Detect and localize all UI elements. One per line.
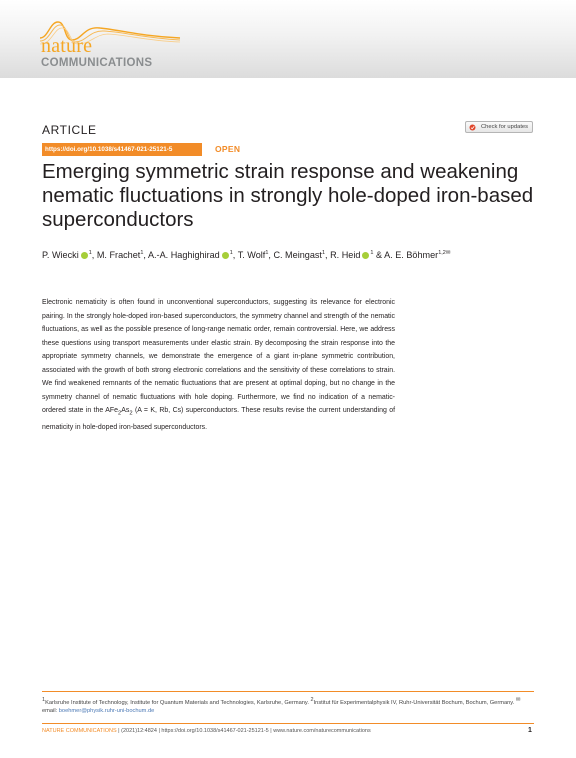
open-access-label: OPEN [215,144,241,154]
footer-citation-text: | (2021)12:4824 | https://doi.org/10.1038/s41467-021-25121-5 | www.nature.com/naturecommunications [116,728,371,734]
abstract-subscript: 2 [118,410,122,417]
email-link[interactable]: boehmer@physik.ruhr-uni-bochum.de [58,708,155,715]
author-separator: , [143,250,148,261]
footer-divider [42,723,534,724]
author-name[interactable]: T. Wolf [237,250,266,261]
affiliation-1: Karlsruhe Institute of Technology, Institute for Quantum Materials and Technologies, Karlsruhe, Germany. [45,699,311,706]
affiliation-marker: 1 [42,697,46,703]
article-type-label: ARTICLE [42,123,97,137]
affiliations [42,696,534,716]
page-number: 1 [528,727,532,734]
author-separator: , [268,250,274,261]
orcid-icon[interactable] [362,252,369,259]
orcid-icon[interactable] [81,252,88,259]
journal-logo-communications: COMMUNICATIONS [41,57,153,69]
author-affiliation-marker: 1 [265,250,269,256]
author-affiliation-marker: 1 [88,250,92,256]
footnote-divider [42,691,534,692]
email-label: email: [42,708,59,715]
abstract-text: As [121,407,130,415]
orcid-icon[interactable] [222,252,229,259]
article-title: Emerging symmetric strain response and weakening nematic fluctuations in strongly hole-doped iron-based superconductors [42,160,534,231]
author-name[interactable]: R. Heid [330,250,361,261]
author-affiliation-marker: 1 [370,250,374,256]
affiliation-2: Institut für Experimentalphysik IV, Ruhr-Universität Bochum, Bochum, Germany. [313,699,516,706]
affiliation-marker: 2 [310,697,314,703]
author-separator: , [325,250,331,261]
abstract-subscript: 2 [129,410,133,417]
footer-citation [42,727,371,735]
author-name[interactable]: P. Wiecki [42,250,79,261]
footer-journal-name: NATURE COMMUNICATIONS [42,728,117,734]
abstract [42,296,395,435]
check-updates-icon [469,124,478,131]
author-affiliation-marker: 1 [140,250,144,256]
author-name[interactable]: M. Frachet [96,250,141,261]
author-affiliation-marker: 1 [229,250,233,256]
journal-logo-nature: nature [41,35,93,57]
author-separator: , [91,250,97,261]
author-name[interactable]: A.-A. Haghighirad [147,250,220,261]
author-list [42,247,542,262]
author-separator: & [373,250,385,261]
author-name[interactable]: A. E. Böhmer [384,250,439,261]
abstract-text: (A = K, Rb, Cs) superconductors. These results revise the current understanding of nematicity in hole-doped iron-based superconductors. [42,407,395,432]
author-name[interactable]: C. Meingast [273,250,322,261]
author-affiliation-marker: 1 [321,250,326,256]
abstract-text: Electronic nematicity is often found in unconventional superconductors, suggesting its relevance for electronic pairing. In the strongly hole-doped iron-based superconductors, the symmetry channel and strength of the nematic fluctuations, as well as the possible presence of long-range nematic order, remain controversial. Here, we address these questions using transport measurements under elastic strain. By decomposing the strain response into the appropriate symmetry channels, we demonstrate the emergence of a giant in-plane symmetric contribution, associated with the growth of both strong electronic correlations and the sensitivity of these correlations to strain. We find weakened remnants of the nematic fluctuations that are present at optimal doping, but no change in the symmetry channel of nematic fluctuations with hole doping. Furthermore, we find no indication of a nematic-ordered state in the AFe [42,299,395,415]
email-icon: ✉ [515,697,521,703]
check-for-updates-label: Check for updates [481,124,529,130]
doi-link[interactable]: https://doi.org/10.1038/s41467-021-25121-5 [45,146,173,153]
author-affiliation-marker: 1,2✉ [438,250,451,256]
author-separator: , [232,250,238,261]
